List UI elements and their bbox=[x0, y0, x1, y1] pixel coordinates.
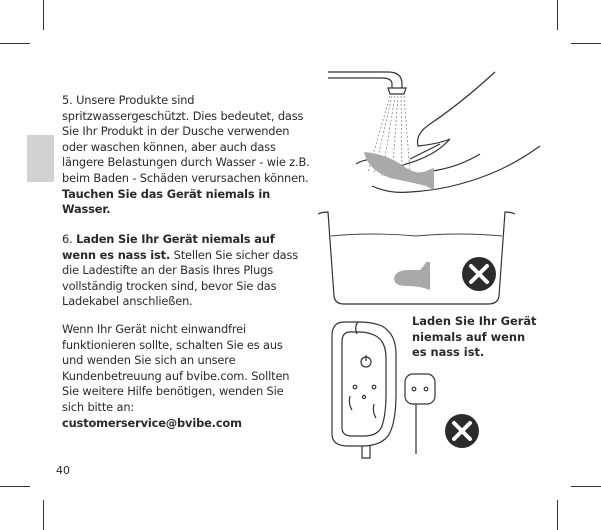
support-email: customerservice@bvibe.com bbox=[62, 415, 242, 430]
support-text: Wenn Ihr Gerät nicht einwandfrei funktionieren sollte, schalten Sie es aus und wenden Sie sich an unsere Kundenbetreuung auf bvibe.com. Sollten Sie weitere Hilfe benötigen, wenden Sie sich bitte an: bbox=[62, 322, 290, 414]
page-number: 40 bbox=[56, 464, 70, 477]
charging-warning-caption: Laden Sie Ihr Gerät niemals auf wenn es nass ist. bbox=[412, 314, 537, 360]
bathtub-icon bbox=[318, 212, 515, 304]
crop-mark bbox=[0, 43, 30, 44]
section-6-text: Stellen Sie sicher dass die Ladestifte an der Basis Ihres Plugs vollständig trocken sind, bevor Sie das Ladekabel anschließen. bbox=[62, 247, 299, 309]
crop-mark bbox=[571, 486, 601, 487]
charger-icon bbox=[332, 322, 435, 458]
section-6-paragraph bbox=[62, 232, 312, 310]
support-paragraph bbox=[62, 322, 307, 431]
section-6-number: 6. bbox=[62, 232, 73, 246]
illustrations bbox=[310, 64, 550, 464]
crop-mark bbox=[571, 43, 601, 44]
side-tab bbox=[27, 135, 54, 182]
section-5-number: 5. bbox=[62, 93, 73, 107]
section-6-warning: Laden Sie Ihr Gerät niemals auf wenn es nass ist. bbox=[62, 232, 275, 262]
crop-mark bbox=[43, 500, 44, 530]
section-5-text: Unsere Produkte sind spritzwassergeschützt. Dies bedeutet, dass Sie Ihr Produkt in der Dusche verwenden oder waschen können, aber auch dass längere Belastungen durch Wasser - wie z.B. beim Baden - Schäden verursachen können. bbox=[62, 93, 310, 185]
crop-mark bbox=[557, 500, 558, 530]
no-icon bbox=[445, 414, 479, 448]
section-5-warning: Tauchen Sie das Gerät niemals in Wasser. bbox=[62, 186, 271, 217]
crop-mark bbox=[0, 486, 30, 487]
crop-mark bbox=[43, 0, 44, 30]
no-icon bbox=[462, 257, 496, 291]
crop-mark bbox=[557, 0, 558, 30]
section-5-paragraph bbox=[62, 93, 310, 218]
